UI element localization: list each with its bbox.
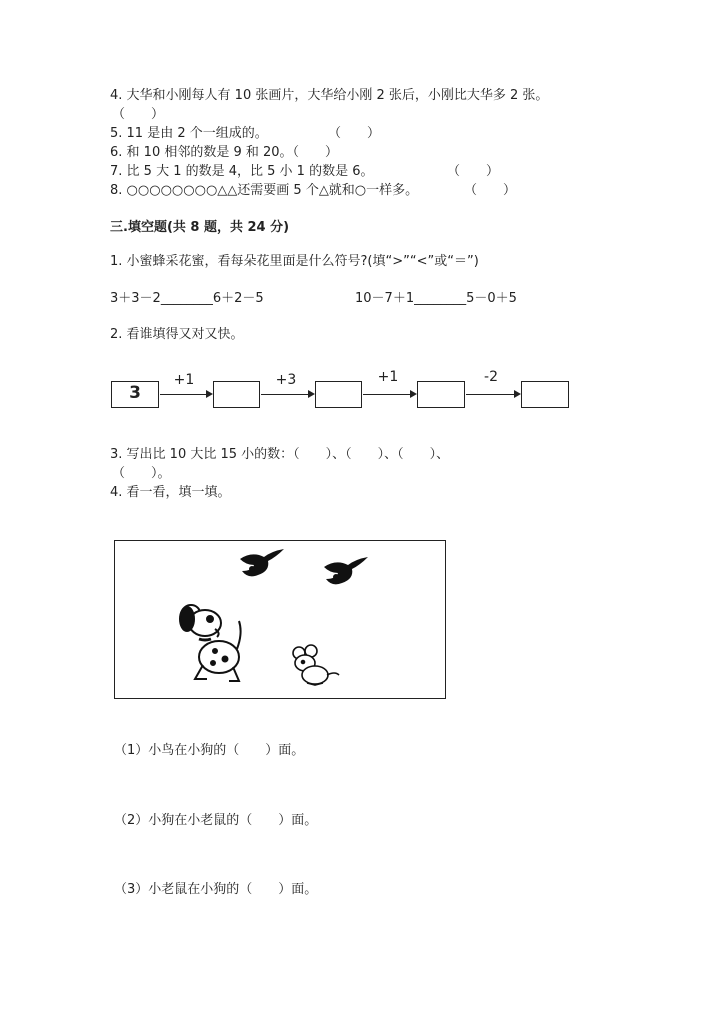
compare-expression-left[interactable]: 3＋3－2________6＋2－5: [110, 291, 264, 306]
fill-question-2: 2. 看谁填得又对又快。: [110, 327, 244, 342]
operation-label: -2: [484, 369, 498, 385]
start-number-box: 3: [111, 381, 159, 408]
question-5-text: 5. 11 是由 2 个一组成的。: [110, 126, 268, 141]
answer-blank[interactable]: （ ）: [447, 164, 500, 179]
fill-question-1: 1. 小蜜蜂采花蜜，看每朵花里面是什么符号?(填“>”“<”或“＝”): [110, 254, 479, 269]
picture-frame: [114, 540, 446, 699]
answer-box[interactable]: [315, 381, 362, 408]
answer-box[interactable]: [521, 381, 569, 408]
compare-expression-right[interactable]: 10－7＋1________5－0＋5: [355, 291, 517, 306]
answer-blank[interactable]: （ ）。: [112, 466, 171, 481]
answer-blank[interactable]: （ ）: [464, 183, 517, 198]
chain-arrow: [160, 394, 211, 395]
operation-label: +3: [275, 372, 297, 388]
answer-box[interactable]: [213, 381, 260, 408]
answer-box[interactable]: [417, 381, 465, 408]
question-6-text: 6. 和 10 相邻的数是 9 和 20。（ ）: [110, 145, 339, 160]
answer-blank[interactable]: （ ）: [328, 126, 381, 141]
operation-label: +1: [173, 372, 195, 388]
fill-question-4-sub-2[interactable]: （2）小狗在小老鼠的（ ）面。: [114, 813, 318, 828]
question-4-text: 4. 大华和小刚每人有 10 张画片，大华给小刚 2 张后，小刚比大华多 2 张。: [110, 88, 549, 103]
operation-label: +1: [377, 369, 399, 385]
chain-arrow: [466, 394, 519, 395]
fill-question-4: 4. 看一看，填一填。: [110, 485, 231, 500]
fill-question-4-sub-3[interactable]: （3）小老鼠在小狗的（ ）面。: [114, 882, 318, 897]
fill-question-4-sub-1[interactable]: （1）小鸟在小狗的（ ）面。: [114, 743, 305, 758]
answer-blank[interactable]: （ ）: [112, 107, 165, 122]
fill-question-3: 3. 写出比 10 大比 15 小的数：（ ）、（ ）、（ ）、: [110, 447, 450, 462]
bird-icon: [240, 549, 284, 576]
chain-arrow: [261, 394, 313, 395]
section-title: 三.填空题(共 8 题，共 24 分): [110, 220, 290, 235]
bird-icon: [324, 557, 368, 584]
chain-arrow: [363, 394, 415, 395]
question-7-text: 7. 比 5 大 1 的数是 4，比 5 小 1 的数是 6。: [110, 164, 374, 179]
dog-icon: [180, 605, 241, 681]
mouse-icon: [293, 645, 339, 685]
question-8-text: 8. ○○○○○○○○△△还需要画 5 个△就和○一样多。: [110, 183, 419, 198]
